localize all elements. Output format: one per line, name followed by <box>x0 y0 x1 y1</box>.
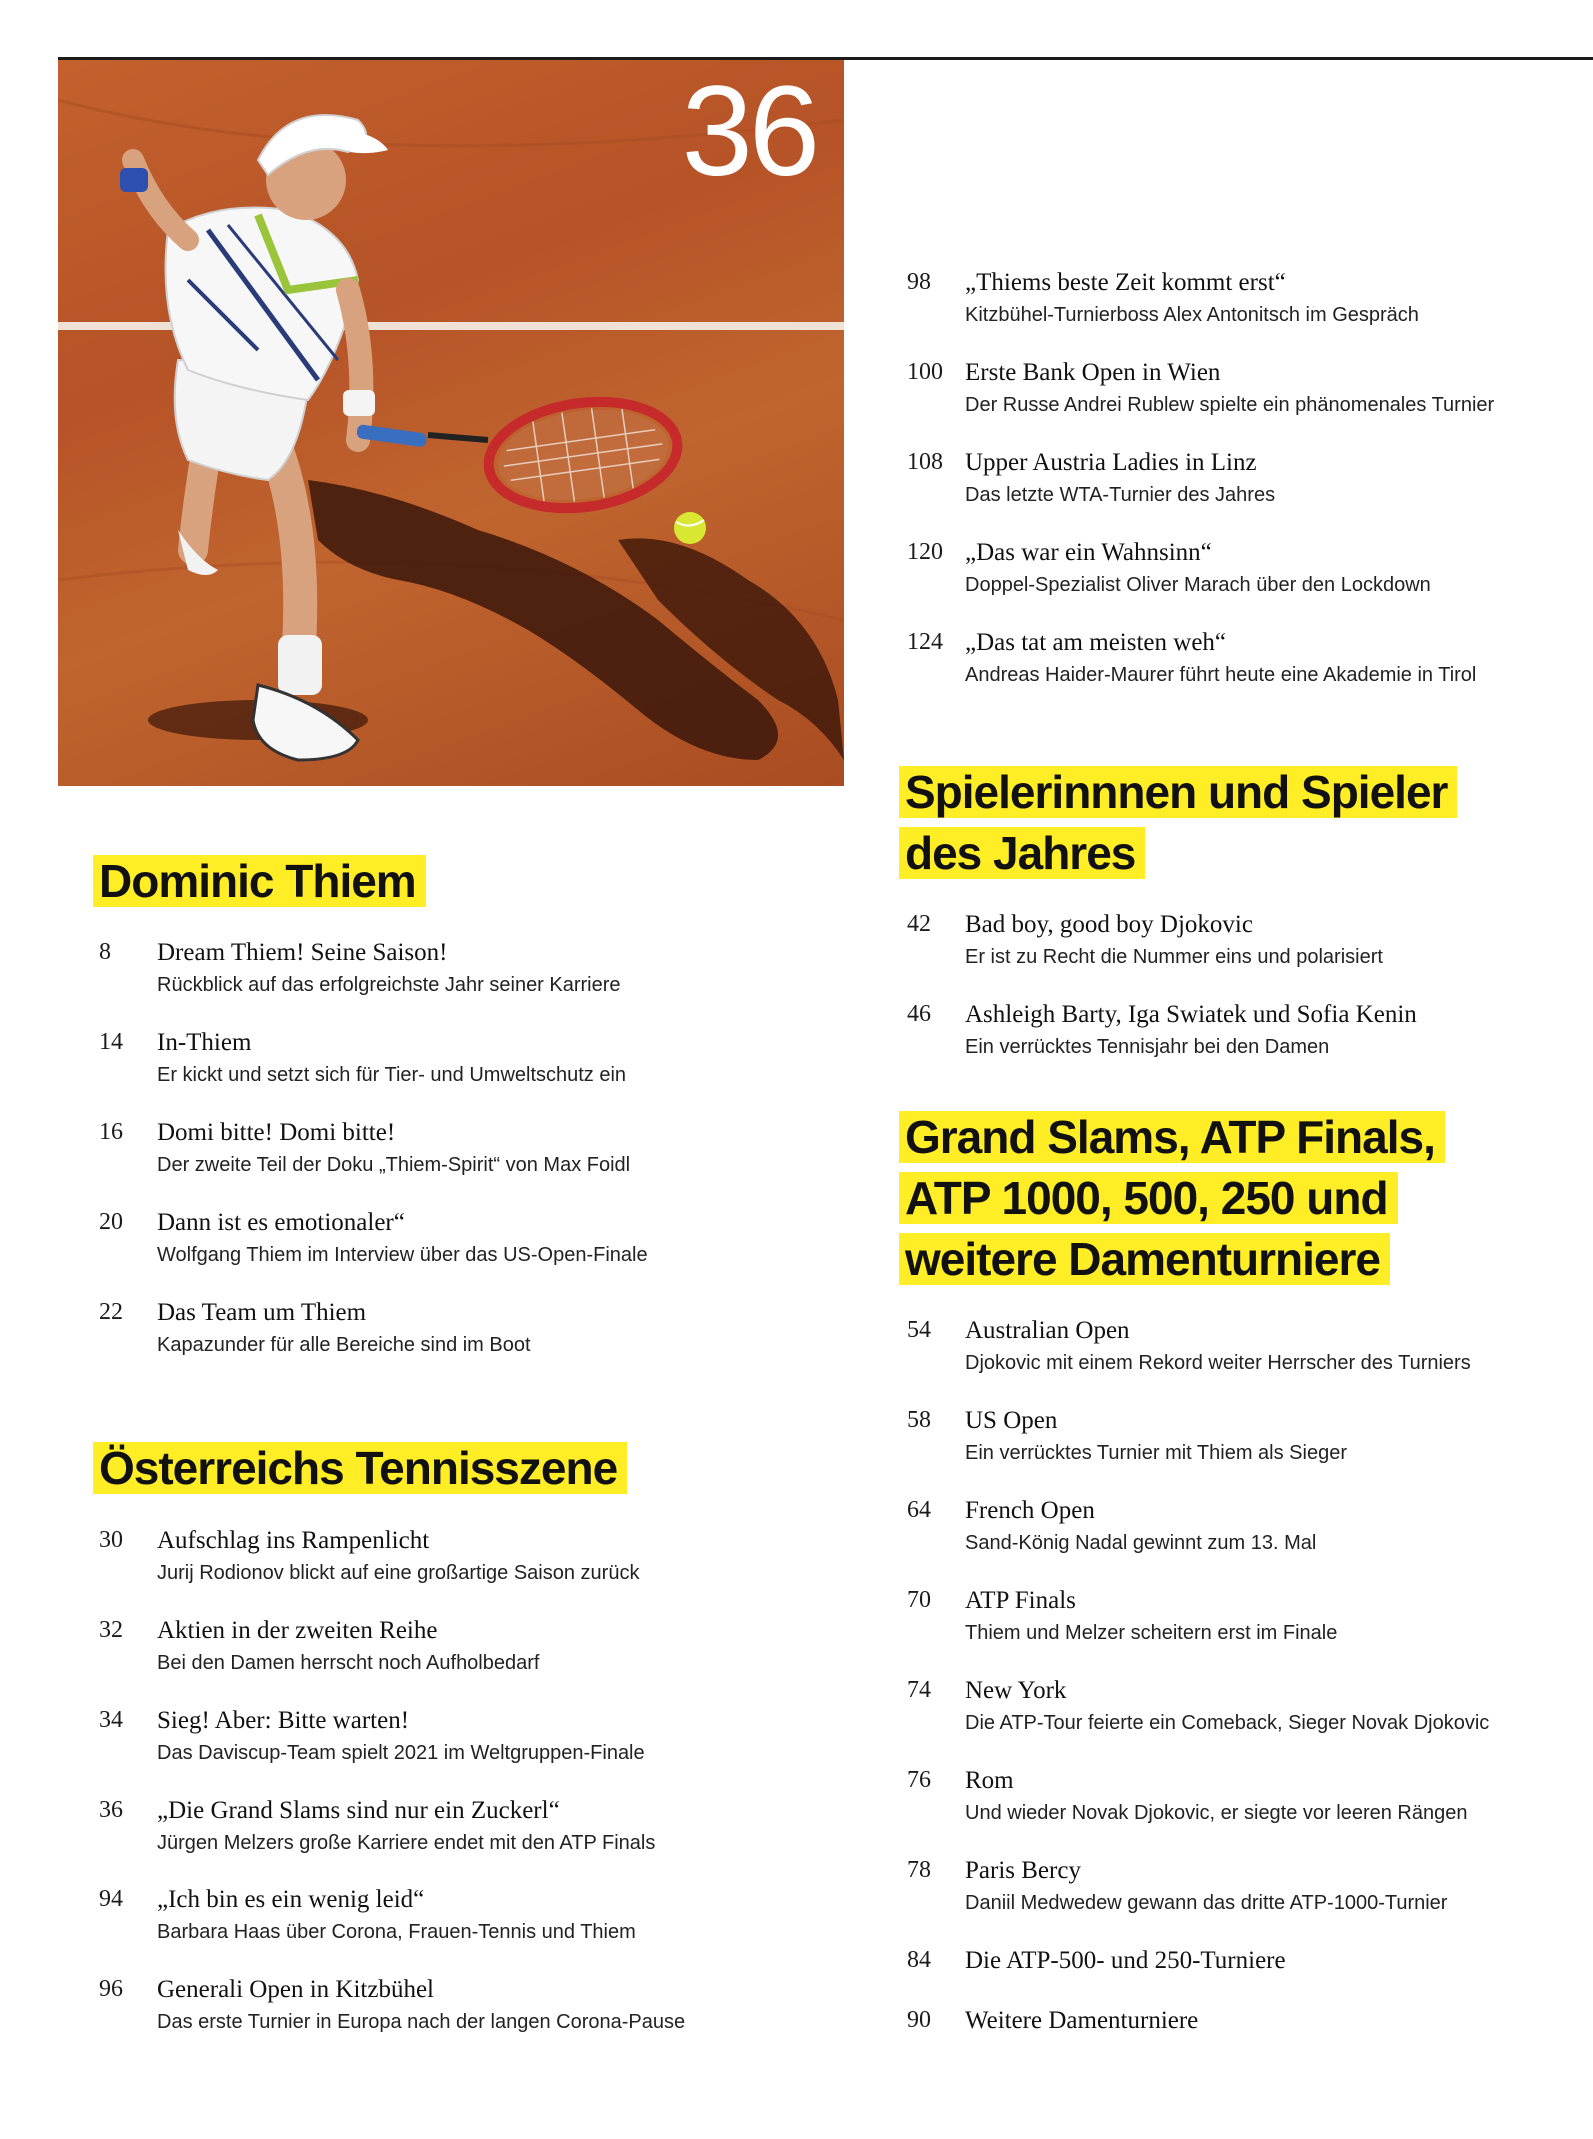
toc-page-number: 120 <box>907 539 943 565</box>
toc-subtitle: Doppel-Spezialist Oliver Marach über den Lockdown <box>965 574 1431 596</box>
toc-subtitle: Das letzte WTA-Turnier des Jahres <box>965 484 1276 506</box>
toc-title: Aufschlag ins Rampenlicht <box>157 1527 430 1554</box>
toc-page-number: 34 <box>99 1707 123 1733</box>
toc-subtitle: Der Russe Andrei Rublew spielte ein phänomenales Turnier <box>965 394 1495 416</box>
toc-subtitle: Er ist zu Recht die Nummer eins und polarisiert <box>965 946 1383 968</box>
toc-page-number: 46 <box>907 1001 931 1027</box>
toc-title: Dream Thiem! Seine Saison! <box>157 939 448 966</box>
toc-page-number: 42 <box>907 911 931 937</box>
toc-page-number: 14 <box>99 1029 123 1055</box>
toc-title: Dann ist es emotionaler“ <box>157 1209 405 1236</box>
toc-page-number: 90 <box>907 2007 931 2033</box>
toc-title: Erste Bank Open in Wien <box>965 359 1221 386</box>
toc-title: Ashleigh Barty, Iga Swiatek und Sofia Kenin <box>965 1001 1417 1028</box>
toc-subtitle: Und wieder Novak Djokovic, er siegte vor leeren Rängen <box>965 1802 1468 1824</box>
toc-subtitle: Jürgen Melzers große Karriere endet mit den ATP Finals <box>157 1832 656 1854</box>
toc-page-number: 76 <box>907 1767 931 1793</box>
toc-page-number: 84 <box>907 1947 931 1973</box>
toc-subtitle: Djokovic mit einem Rekord weiter Herrscher des Turniers <box>965 1352 1471 1374</box>
toc-page-number: 20 <box>99 1209 123 1235</box>
toc-title: In-Thiem <box>157 1029 252 1056</box>
toc-subtitle: Thiem und Melzer scheitern erst im Finale <box>965 1622 1338 1644</box>
toc-page-number: 16 <box>99 1119 123 1145</box>
toc-title: „Das tat am meisten weh“ <box>965 629 1227 656</box>
toc-title: Die ATP-500- und 250-Turniere <box>965 1947 1286 1974</box>
toc-subtitle: Er kickt und setzt sich für Tier- und Umweltschutz ein <box>157 1064 627 1086</box>
toc-page-number: 64 <box>907 1497 931 1523</box>
toc-title: Sieg! Aber: Bitte warten! <box>157 1707 410 1734</box>
toc-page-number: 100 <box>907 359 943 385</box>
section-title-text: Grand Slams, ATP Finals, <box>899 1111 1445 1163</box>
section-title-oesterreichs-tennisszene <box>93 1438 627 1499</box>
toc-title: „Das war ein Wahnsinn“ <box>965 539 1212 566</box>
toc-title: French Open <box>965 1497 1095 1524</box>
toc-subtitle: Daniil Medwedew gewann das dritte ATP-1000-Turnier <box>965 1892 1448 1914</box>
toc-title: Rom <box>965 1767 1014 1794</box>
section-title-text: Spielerinnnen und Spieler <box>899 766 1457 818</box>
section-title-text: Dominic Thiem <box>93 855 426 907</box>
section-title-text: ATP 1000, 500, 250 und <box>899 1172 1398 1224</box>
toc-title: Das Team um Thiem <box>157 1299 367 1326</box>
toc-title: Australian Open <box>965 1317 1130 1344</box>
toc-page-number: 36 <box>99 1797 123 1823</box>
toc-title: Aktien in der zweiten Reihe <box>157 1617 438 1644</box>
section-title-text: Österreichs Tennisszene <box>93 1442 627 1494</box>
toc-subtitle: Barbara Haas über Corona, Frauen-Tennis und Thiem <box>157 1921 636 1943</box>
toc-subtitle: Die ATP-Tour feierte ein Comeback, Sieger Novak Djokovic <box>965 1712 1490 1734</box>
toc-title: US Open <box>965 1407 1058 1434</box>
toc-title: „Die Grand Slams sind nur ein Zuckerl“ <box>157 1797 560 1824</box>
toc-title: Upper Austria Ladies in Linz <box>965 449 1257 476</box>
toc-page-number: 96 <box>99 1976 123 2002</box>
toc-title: Generali Open in Kitzbühel <box>157 1976 434 2003</box>
toc-subtitle: Sand-König Nadal gewinnt zum 13. Mal <box>965 1532 1317 1554</box>
toc-page-number: 74 <box>907 1677 931 1703</box>
toc-page-number: 94 <box>99 1886 123 1912</box>
cover-photo <box>58 60 844 786</box>
toc-page-number: 78 <box>907 1857 931 1883</box>
toc-page-number: 32 <box>99 1617 123 1643</box>
toc-page-number: 54 <box>907 1317 931 1343</box>
toc-subtitle: Das erste Turnier in Europa nach der langen Corona-Pause <box>157 2011 686 2033</box>
toc-subtitle: Bei den Damen herrscht noch Aufholbedarf <box>157 1652 540 1674</box>
toc-title: New York <box>965 1677 1067 1704</box>
toc-page-number: 70 <box>907 1587 931 1613</box>
toc-page-number: 124 <box>907 629 943 655</box>
toc-page-number: 8 <box>99 939 111 965</box>
toc-title: „Ich bin es ein wenig leid“ <box>157 1886 425 1913</box>
toc-page-number: 22 <box>99 1299 123 1325</box>
toc-title: Domi bitte! Domi bitte! <box>157 1119 396 1146</box>
toc-title: „Thiems beste Zeit kommt erst“ <box>965 269 1286 296</box>
toc-subtitle: Das Daviscup-Team spielt 2021 im Weltgruppen-Finale <box>157 1742 645 1764</box>
toc-page-number: 30 <box>99 1527 123 1553</box>
section-title-grand-slams <box>899 1107 1445 1290</box>
section-title-text: weitere Damenturniere <box>899 1233 1390 1285</box>
toc-subtitle: Rückblick auf das erfolgreichste Jahr seiner Karriere <box>157 974 621 996</box>
toc-title: Paris Bercy <box>965 1857 1081 1884</box>
toc-subtitle: Wolfgang Thiem im Interview über das US-Open-Finale <box>157 1244 648 1266</box>
page-number-36: 36 <box>681 60 816 203</box>
section-title-spieler-des-jahres <box>899 762 1457 884</box>
toc-title: ATP Finals <box>965 1587 1076 1614</box>
toc-title: Bad boy, good boy Djokovic <box>965 911 1253 938</box>
toc-subtitle: Andreas Haider-Maurer führt heute eine Akademie in Tirol <box>965 664 1477 686</box>
section-title-text: des Jahres <box>899 827 1145 879</box>
toc-title: Weitere Damenturniere <box>965 2007 1199 2034</box>
toc-page-number: 58 <box>907 1407 931 1433</box>
section-title-dominic-thiem <box>93 851 426 912</box>
toc-subtitle: Kapazunder für alle Bereiche sind im Boot <box>157 1334 531 1356</box>
toc-subtitle: Ein verrücktes Tennisjahr bei den Damen <box>965 1036 1330 1058</box>
toc-page-number: 98 <box>907 269 931 295</box>
toc-subtitle: Kitzbühel-Turnierboss Alex Antonitsch im Gespräch <box>965 304 1419 326</box>
toc-page-number: 108 <box>907 449 943 475</box>
toc-subtitle: Jurij Rodionov blickt auf eine großartige Saison zurück <box>157 1562 640 1584</box>
toc-subtitle: Ein verrücktes Turnier mit Thiem als Sieger <box>965 1442 1347 1464</box>
toc-subtitle: Der zweite Teil der Doku „Thiem-Spirit“ von Max Foidl <box>157 1154 631 1176</box>
